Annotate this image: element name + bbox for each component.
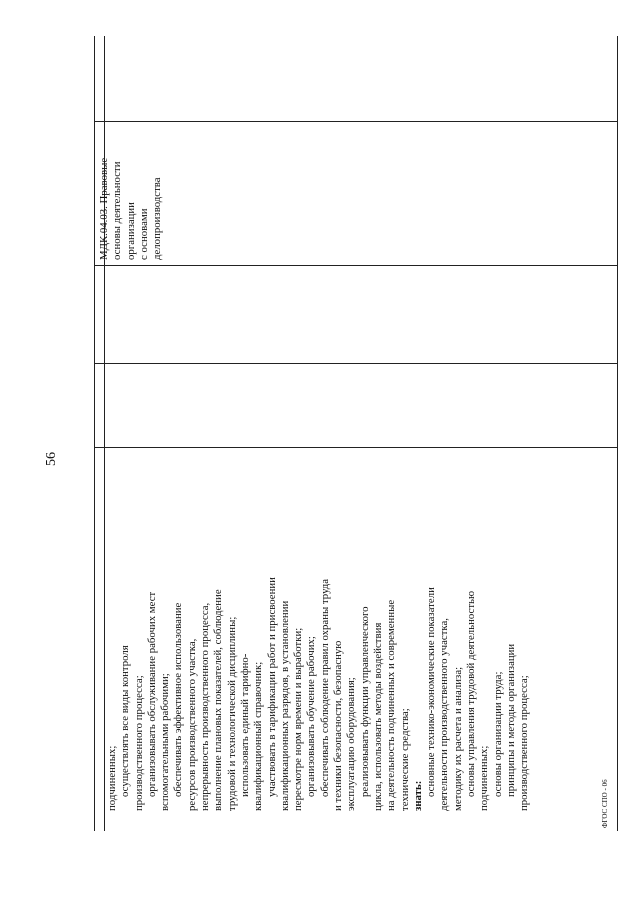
content-line: производственного процесса; bbox=[518, 675, 531, 811]
content-line: участвовать в тарификации работ и присвоении bbox=[265, 577, 278, 797]
rotated-table-wrapper bbox=[94, 36, 618, 831]
content-line: пересмотре норм времени и выработки; bbox=[292, 627, 305, 811]
content-line: трудовой и технологической дисциплины; bbox=[225, 616, 238, 811]
column-divider bbox=[94, 265, 618, 266]
table-border-top bbox=[94, 36, 95, 831]
column-divider bbox=[94, 121, 618, 122]
content-line: непрерывность производственного процесса, bbox=[199, 602, 212, 811]
content-line: обеспечивать эффективное использование bbox=[172, 602, 185, 797]
content-line: ресурсов производственного участка, bbox=[185, 638, 198, 811]
content-line: обеспечивать соблюдение правил охраны труда bbox=[318, 578, 331, 797]
content-line: квалификационный справочник; bbox=[252, 661, 265, 811]
page-number: 56 bbox=[44, 452, 59, 466]
module-title-line: организации bbox=[124, 202, 137, 260]
content-line: реализовывать функции управленческого bbox=[358, 606, 371, 797]
content-line: выполнение плановых показателей, соблюдение bbox=[212, 589, 225, 811]
content-line: организовывать обучение рабочих; bbox=[305, 636, 318, 797]
column-divider bbox=[94, 447, 618, 448]
module-title-line: с основами bbox=[137, 208, 150, 260]
competency-table bbox=[94, 36, 618, 831]
content-line: основы управления трудовой деятельностью bbox=[465, 590, 478, 797]
content-line: вспомогательными рабочими; bbox=[159, 673, 172, 811]
content-line: технические средства; bbox=[398, 708, 411, 811]
module-title-cell bbox=[98, 45, 164, 260]
content-line: на деятельность подчиненных и современные bbox=[385, 599, 398, 811]
content-line: деятельности производственного участка, bbox=[438, 618, 451, 811]
content-line: основные технико-экономические показатели bbox=[425, 587, 438, 797]
content-line: основы организации труда; bbox=[491, 671, 504, 797]
content-line: использовать единый тарифно- bbox=[238, 653, 251, 797]
table-border-bottom bbox=[617, 36, 618, 831]
content-line: методику их расчета и анализа; bbox=[451, 666, 464, 811]
content-line: организовывать обслуживание рабочих мест bbox=[145, 591, 158, 797]
content-line: принципы и методы организации bbox=[504, 643, 517, 797]
module-title-line: делопроизводства bbox=[151, 177, 164, 260]
content-line: производственного процесса; bbox=[132, 675, 145, 811]
content-line: и техники безопасности, безопасную bbox=[332, 640, 345, 811]
module-title-line: основы деятельности bbox=[111, 161, 124, 260]
column-divider bbox=[94, 363, 618, 364]
module-title-line: МДК.04.03. Правовые bbox=[98, 157, 110, 260]
content-line: цикла, использовать методы воздействия bbox=[371, 622, 384, 811]
content-line: осуществлять все виды контроля bbox=[119, 645, 132, 797]
content-line: подчиненных; bbox=[478, 745, 491, 811]
footer-code: ФГОС СПО - 06 bbox=[601, 779, 609, 828]
skills-knowledge-text bbox=[106, 453, 532, 811]
content-line: квалификационных разрядов, в установлении bbox=[278, 600, 291, 811]
content-line: знать: bbox=[411, 780, 424, 811]
content-line: подчиненных; bbox=[106, 745, 118, 811]
content-line: эксплуатацию оборудования; bbox=[345, 677, 358, 811]
